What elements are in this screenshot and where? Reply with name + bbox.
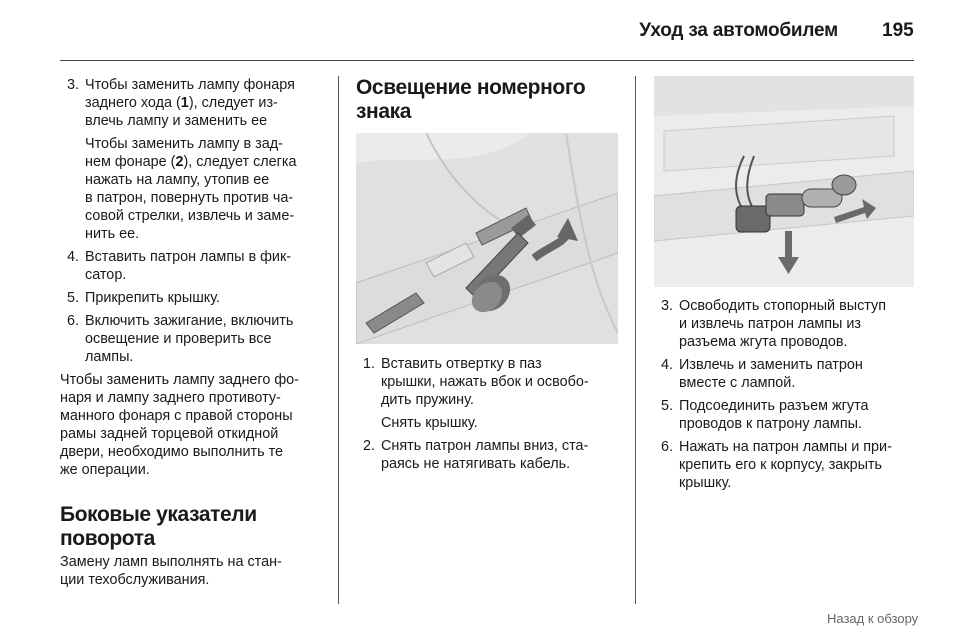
section-heading-turn-signals: Боковые указатели поворота: [60, 503, 257, 550]
step-text: Подсоединить разъем жгута проводов к патрону лампы.: [679, 398, 869, 432]
column-divider-1: [338, 76, 339, 604]
step-text: Включить зажигание, включить освещение и проверить все лампы.: [85, 313, 294, 365]
header-divider: [60, 60, 914, 61]
step-text: Вставить отвертку в паз крышки, нажать вбок и освобо- дить пружину.: [381, 356, 589, 408]
step-text: Чтобы заменить лампу фонаря заднего хода (1), следует из- влечь лампу и заменить ее: [85, 77, 295, 129]
section-text-turn-signals: Замену ламп выполнять на стан- ции техобслуживания.: [60, 554, 282, 588]
step-1: [356, 355, 618, 409]
step-text: Нажать на патрон лампы и при- крепить его к корпусу, закрыть крышку.: [679, 439, 892, 491]
step-text: Извлечь и заменить патрон вместе с лампой.: [679, 357, 863, 391]
body-paragraph: Чтобы заменить лампу заднего фо- наря и лампу заднего противоту- манного фонаря с правой стороны рамы задней торцевой откидной двери, необходимо выполнить те же операции.: [60, 372, 299, 478]
step-number: 1.: [362, 356, 375, 372]
step-text: Прикрепить крышку.: [85, 290, 221, 306]
step-number: 3.: [660, 298, 673, 314]
column-2: [356, 76, 618, 478]
step-number: 6.: [660, 439, 673, 455]
step-3-sub: Чтобы заменить лампу в зад- нем фонаре (2), следует слегка нажать на лампу, утопив ее в патрон, повернуть против ча- совой стрелки, извлечь и заме- нить ее.: [85, 136, 297, 242]
bulb-holder-illustration: [654, 76, 914, 287]
column-divider-2: [635, 76, 636, 604]
step-5: [654, 397, 916, 433]
back-to-overview-link[interactable]: Назад к обзору: [827, 611, 919, 626]
column-3: [654, 76, 916, 497]
page-number: 195: [882, 20, 914, 41]
page-section-title: Уход за автомобилем: [639, 20, 838, 41]
step-4: [654, 356, 916, 392]
section-heading-license-plate: Освещение номерного знака: [356, 76, 586, 123]
step-number: 5.: [660, 398, 673, 414]
step-3: [654, 297, 916, 351]
step-6: [654, 438, 916, 492]
step-number: 4.: [660, 357, 673, 373]
license-plate-lamp-illustration: [356, 133, 618, 344]
step-number: 5.: [66, 290, 79, 306]
step-4: [60, 248, 322, 284]
step-text: Снять патрон лампы вниз, ста- раясь не натягивать кабель.: [381, 438, 589, 472]
step-number: 4.: [66, 249, 79, 265]
step-number: 3.: [66, 77, 79, 93]
step-text: Освободить стопорный выступ и извлечь патрон лампы из разъема жгута проводов.: [679, 298, 887, 350]
step-5: [60, 289, 322, 307]
step-3: [60, 76, 322, 130]
step-2: [356, 437, 618, 473]
step-text: Вставить патрон лампы в фик- сатор.: [85, 249, 292, 283]
step-1-sub: Снять крышку.: [381, 415, 478, 431]
step-number: 2.: [362, 438, 375, 454]
step-number: 6.: [66, 313, 79, 329]
column-1: [60, 76, 322, 594]
step-6: [60, 312, 322, 366]
